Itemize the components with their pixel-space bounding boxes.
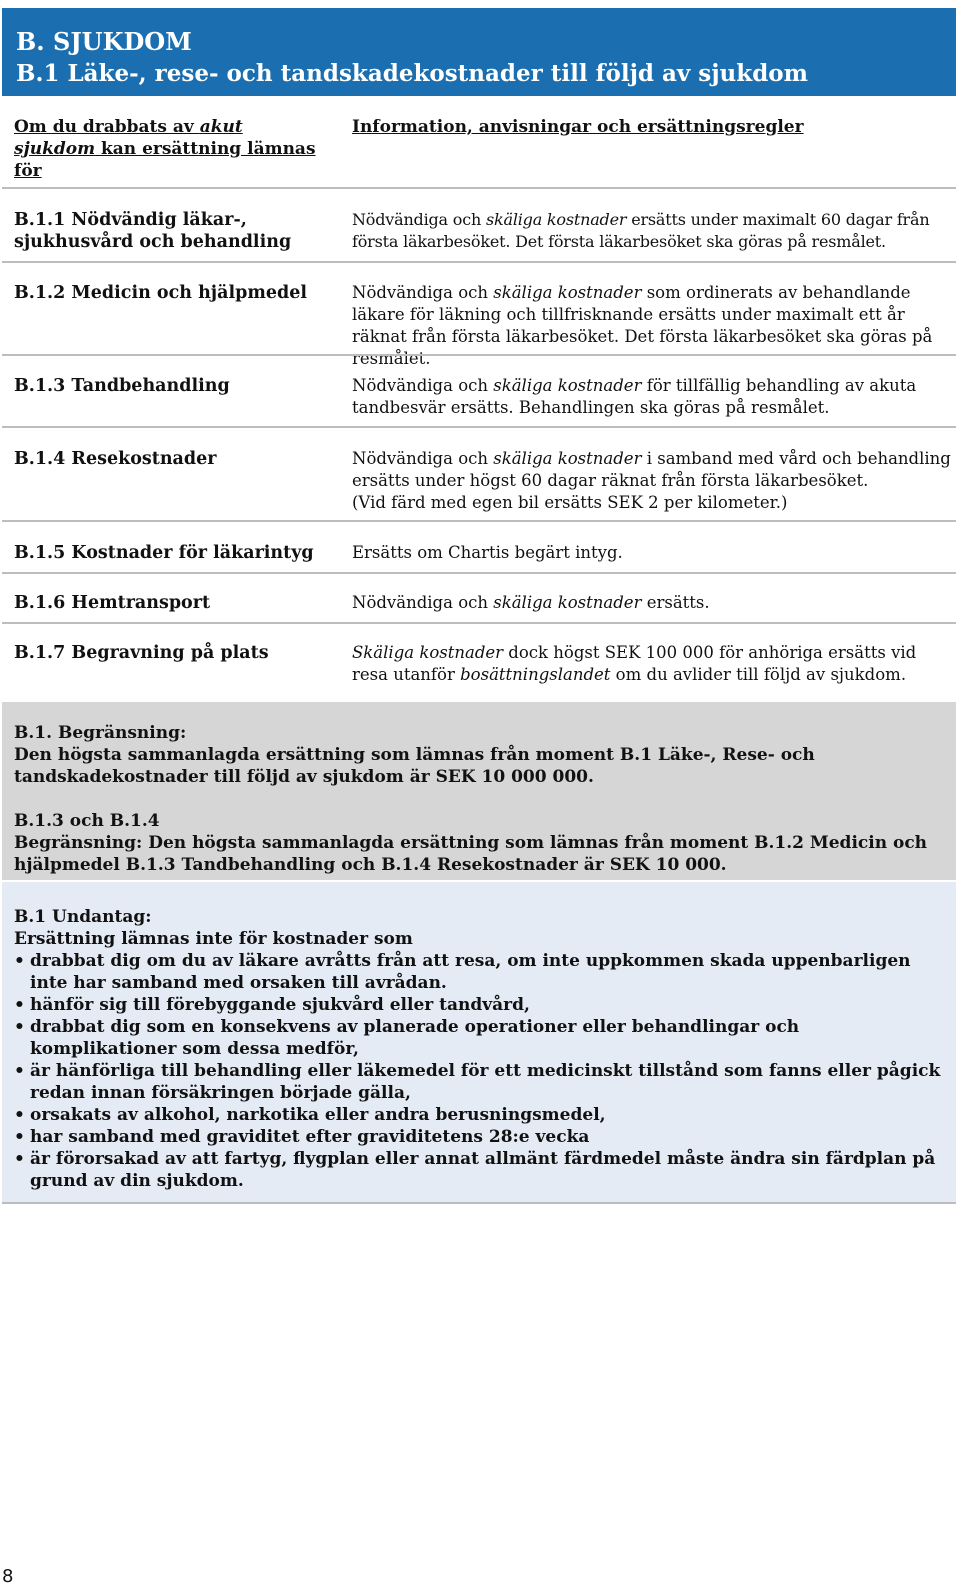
row-title: B.1.4 Resekostnader [14,449,217,469]
section-title: B. SJUKDOM [16,27,192,56]
row-emphasis: skäliga kostnader [485,210,627,229]
row-description [352,375,952,419]
row-text: dock högst SEK 100 000 för anhöriga ersätts vid resa utanför [352,643,917,684]
row-text: Nödvändiga och [352,283,494,302]
divider [2,622,956,624]
column-heading-left [14,116,324,182]
bullet-icon: • [14,1061,25,1081]
row-description [352,448,952,514]
list-item [14,1148,944,1192]
list-item-text: är hänförliga till behandling eller läkemedel för ett medicinskt tillstånd som fanns eller pågick redan innan försäkringen började gälla, [30,1061,941,1103]
row-emphasis: skäliga kostnader [493,449,642,468]
row-note: (Vid färd med egen bil ersätts SEK 2 per kilometer.) [352,493,788,512]
row-text: Nödvändiga och [352,210,486,229]
list-item [14,1126,944,1148]
row-description [352,642,952,686]
row-description [352,282,952,370]
column-heading-left-emphasis: akut sjukdom [14,117,243,159]
column-heading-right: Information, anvisningar och ersättningsregler [352,117,804,137]
column-heading-left-text-b: kan ersättning lämnas för [14,139,316,181]
list-item-text: är förorsakad av att fartyg, flygplan eller annat allmänt färdmedel måste ändra sin färdplan på grund av din sjukdom. [30,1149,936,1191]
bullet-icon: • [14,1149,25,1169]
divider [2,520,956,522]
list-item [14,1060,944,1104]
divider [2,187,956,189]
divider [2,572,956,574]
exceptions-box [2,882,956,1202]
list-item-text: drabbat dig som en konsekvens av planerade operationer eller behandlingar och komplikationer som dessa medför, [30,1017,800,1059]
bullet-icon: • [14,1017,25,1037]
row-emphasis: skäliga kostnader [493,376,642,395]
limitation-heading: B.1. Begränsning: [14,723,187,743]
section-header [2,8,956,96]
row-emphasis: skäliga kostnader [493,283,642,302]
row-title: B.1.7 Begravning på plats [14,643,269,663]
row-description [352,592,952,614]
row-title: B.1.3 Tandbehandling [14,376,230,396]
list-item-text: har samband med graviditet efter graviditetens 28:e vecka [30,1127,590,1147]
limitation-heading-2: B.1.3 och B.1.4 [14,811,160,831]
limitation-text-2: Begränsning: Den högsta sammanlagda ersättning som lämnas från moment B.1.2 Medicin och hjälpmedel B.1.3 Tandbehandling och B.1.4 Resekostnader är SEK 10 000. [14,833,928,875]
limitation-box [2,702,956,880]
exceptions-list [14,950,944,1192]
divider [2,261,956,263]
row-text: ersätts under maximalt 60 dagar från första läkarbesöket. Det första läkarbesöket ska göras på resmålet. [352,210,930,251]
row-emphasis: bosättningslandet [460,665,611,684]
row-text: Nödvändiga och [352,593,494,612]
list-item-text: hänför sig till förebyggande sjukvård eller tandvård, [30,995,530,1015]
row-text: i samband med vård och behandling ersätts under högst 60 dagar räknat från första läkarbesöket. [352,449,951,490]
bullet-icon: • [14,951,25,971]
page-number: 8 [2,1566,14,1587]
row-text: Nödvändiga och [352,376,494,395]
row-text: Ersätts om Chartis begärt intyg. [352,543,623,562]
row-text: ersätts. [641,593,710,612]
list-item-text: orsakats av alkohol, narkotika eller andra berusningsmedel, [30,1105,606,1125]
section-subtitle: B.1 Läke-, rese- och tandskadekostnader till följd av sjukdom [16,60,808,87]
row-text: som ordinerats av behandlande läkare för läkning och tillfrisknande ersätts under maximalt ett år räknat från första läkarbesöket. Det första läkarbesöket ska göras på resmålet. [352,283,933,368]
list-item [14,1104,944,1126]
row-emphasis: Skäliga kostnader [352,643,504,662]
divider [2,426,956,428]
row-title: B.1.1 Nödvändig läkar-, sjukhusvård och behandling [14,210,292,252]
list-item [14,1016,944,1060]
divider [2,1202,956,1204]
exceptions-intro: Ersättning lämnas inte för kostnader som [14,929,413,949]
exceptions-heading: B.1 Undantag: [14,907,152,927]
row-title: B.1.2 Medicin och hjälpmedel [14,283,308,303]
bullet-icon: • [14,1105,25,1125]
bullet-icon: • [14,995,25,1015]
list-item [14,950,944,994]
list-item-text: drabbat dig om du av läkare avråtts från att resa, om inte uppkommen skada uppenbarligen inte har samband med orsaken till avrådan. [30,951,911,993]
divider [2,354,956,356]
bullet-icon: • [14,1127,25,1147]
row-emphasis: skäliga kostnader [493,593,642,612]
row-text: för tillfällig behandling av akuta tandbesvär ersätts. Behandlingen ska göras på resmålet. [352,376,917,417]
row-description [352,209,952,253]
row-text: om du avlider till följd av sjukdom. [610,665,907,684]
row-title: B.1.5 Kostnader för läkarintyg [14,543,314,563]
limitation-text: Den högsta sammanlagda ersättning som lämnas från moment B.1 Läke-, Rese- och tandskadekostnader till följd av sjukdom är SEK 10 000 000. [14,745,815,787]
row-title: B.1.6 Hemtransport [14,593,211,613]
row-description [352,542,952,564]
list-item [14,994,944,1016]
column-heading-left-text-a: Om du drabbats av [14,117,200,137]
row-text: Nödvändiga och [352,449,494,468]
